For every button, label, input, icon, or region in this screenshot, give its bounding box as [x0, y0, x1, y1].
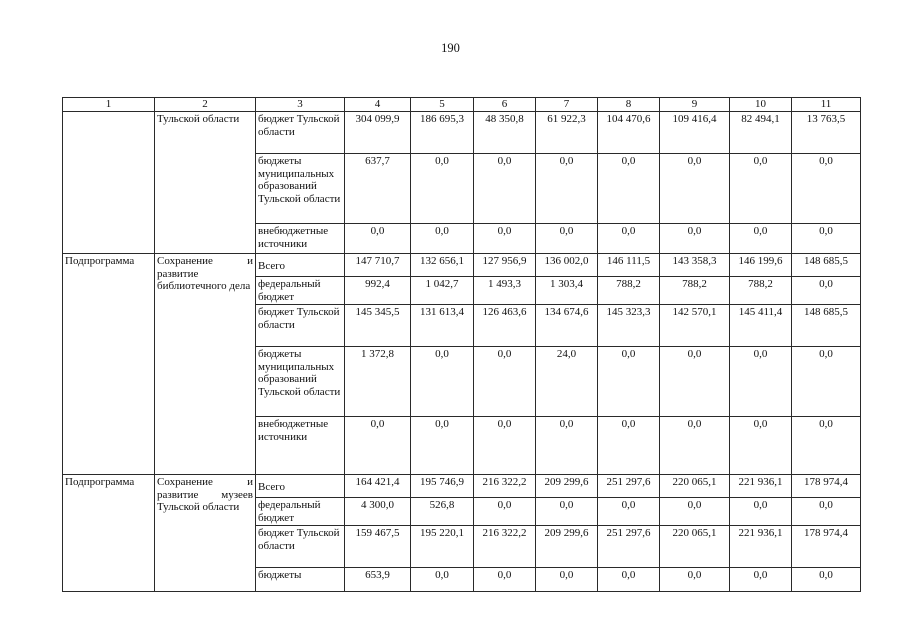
amount-cell: 126 463,6: [474, 305, 536, 347]
column-header: 10: [730, 98, 792, 112]
column-header: 9: [660, 98, 730, 112]
amount-cell: 0,0: [660, 347, 730, 417]
amount-cell: 0,0: [474, 154, 536, 224]
amount-cell: 132 656,1: [411, 254, 474, 277]
amount-cell: 1 372,8: [345, 347, 411, 417]
amount-cell: 0,0: [474, 224, 536, 254]
amount-cell: 0,0: [345, 224, 411, 254]
amount-cell: 0,0: [792, 347, 861, 417]
column-header: 5: [411, 98, 474, 112]
amount-cell: 788,2: [730, 277, 792, 305]
page-number: 190: [441, 41, 460, 55]
funding-source: бюджеты муниципальных образований Тульской области: [256, 347, 345, 417]
amount-cell: 0,0: [598, 568, 660, 592]
funding-source: бюджет Тульской области: [256, 526, 345, 568]
budget-table: [62, 97, 861, 592]
amount-cell: 0,0: [792, 498, 861, 526]
amount-cell: 0,0: [660, 224, 730, 254]
table-row: [63, 254, 861, 277]
amount-cell: 221 936,1: [730, 475, 792, 498]
amount-cell: 209 299,6: [536, 475, 598, 498]
amount-cell: 0,0: [536, 224, 598, 254]
amount-cell: 0,0: [411, 154, 474, 224]
amount-cell: 0,0: [660, 417, 730, 475]
amount-cell: 104 470,6: [598, 112, 660, 154]
header-row: [63, 98, 861, 112]
funding-source: внебюджетные источники: [256, 224, 345, 254]
amount-cell: 216 322,2: [474, 526, 536, 568]
amount-cell: 24,0: [536, 347, 598, 417]
amount-cell: 178 974,4: [792, 475, 861, 498]
amount-cell: 220 065,1: [660, 526, 730, 568]
program-kind: Подпрограмма: [63, 475, 155, 592]
program-kind: [63, 112, 155, 254]
amount-cell: 0,0: [536, 568, 598, 592]
amount-cell: 186 695,3: [411, 112, 474, 154]
amount-cell: 0,0: [474, 498, 536, 526]
funding-source: внебюджетные источники: [256, 417, 345, 475]
amount-cell: 1 042,7: [411, 277, 474, 305]
amount-cell: 0,0: [730, 568, 792, 592]
amount-cell: 0,0: [536, 417, 598, 475]
funding-source: федеральный бюджет: [256, 498, 345, 526]
amount-cell: 145 323,3: [598, 305, 660, 347]
amount-cell: 304 099,9: [345, 112, 411, 154]
amount-cell: 131 613,4: [411, 305, 474, 347]
amount-cell: 195 220,1: [411, 526, 474, 568]
amount-cell: 142 570,1: [660, 305, 730, 347]
amount-cell: 992,4: [345, 277, 411, 305]
amount-cell: 220 065,1: [660, 475, 730, 498]
amount-cell: 526,8: [411, 498, 474, 526]
amount-cell: 0,0: [536, 498, 598, 526]
amount-cell: 788,2: [598, 277, 660, 305]
amount-cell: 0,0: [598, 347, 660, 417]
amount-cell: 0,0: [792, 417, 861, 475]
amount-cell: 148 685,5: [792, 254, 861, 277]
amount-cell: 0,0: [730, 498, 792, 526]
amount-cell: 221 936,1: [730, 526, 792, 568]
column-header: 2: [155, 98, 256, 112]
program-name: Сохранение и развитие музеев Тульской области: [155, 475, 256, 592]
amount-cell: 146 199,6: [730, 254, 792, 277]
amount-cell: 251 297,6: [598, 526, 660, 568]
amount-cell: 164 421,4: [345, 475, 411, 498]
amount-cell: 0,0: [730, 417, 792, 475]
table-row: [63, 112, 861, 154]
amount-cell: 143 358,3: [660, 254, 730, 277]
amount-cell: 0,0: [730, 224, 792, 254]
amount-cell: 637,7: [345, 154, 411, 224]
funding-source: федеральный бюджет: [256, 277, 345, 305]
amount-cell: 0,0: [598, 224, 660, 254]
amount-cell: 146 111,5: [598, 254, 660, 277]
amount-cell: 0,0: [792, 568, 861, 592]
funding-source: бюджет Тульской области: [256, 112, 345, 154]
amount-cell: 147 710,7: [345, 254, 411, 277]
program-kind: Подпрограмма: [63, 254, 155, 475]
amount-cell: 109 416,4: [660, 112, 730, 154]
amount-cell: 0,0: [598, 154, 660, 224]
amount-cell: 0,0: [730, 154, 792, 224]
amount-cell: 0,0: [792, 154, 861, 224]
amount-cell: 0,0: [660, 154, 730, 224]
funding-source: бюджеты муниципальных образований Тульской области: [256, 154, 345, 224]
program-name: Тульской области: [155, 112, 256, 254]
amount-cell: 4 300,0: [345, 498, 411, 526]
amount-cell: 0,0: [792, 277, 861, 305]
column-header: 6: [474, 98, 536, 112]
table-row: [63, 475, 861, 498]
amount-cell: 0,0: [598, 417, 660, 475]
amount-cell: 0,0: [792, 224, 861, 254]
amount-cell: 0,0: [411, 224, 474, 254]
amount-cell: 0,0: [411, 568, 474, 592]
amount-cell: 0,0: [660, 498, 730, 526]
column-header: 7: [536, 98, 598, 112]
amount-cell: 136 002,0: [536, 254, 598, 277]
funding-source: Всего: [256, 475, 345, 498]
funding-source: Всего: [256, 254, 345, 277]
amount-cell: 0,0: [474, 568, 536, 592]
amount-cell: 159 467,5: [345, 526, 411, 568]
column-header: 1: [63, 98, 155, 112]
amount-cell: 209 299,6: [536, 526, 598, 568]
amount-cell: 1 303,4: [536, 277, 598, 305]
amount-cell: 0,0: [730, 347, 792, 417]
funding-source: бюджет Тульской области: [256, 305, 345, 347]
amount-cell: 0,0: [474, 417, 536, 475]
program-name: Сохранение и развитие библиотечного дела: [155, 254, 256, 475]
amount-cell: 0,0: [598, 498, 660, 526]
amount-cell: 134 674,6: [536, 305, 598, 347]
amount-cell: 13 763,5: [792, 112, 861, 154]
amount-cell: 216 322,2: [474, 475, 536, 498]
amount-cell: 0,0: [660, 568, 730, 592]
column-header: 11: [792, 98, 861, 112]
amount-cell: 0,0: [411, 417, 474, 475]
amount-cell: 653,9: [345, 568, 411, 592]
amount-cell: 1 493,3: [474, 277, 536, 305]
amount-cell: 0,0: [536, 154, 598, 224]
amount-cell: 148 685,5: [792, 305, 861, 347]
amount-cell: 82 494,1: [730, 112, 792, 154]
amount-cell: 788,2: [660, 277, 730, 305]
funding-source: бюджеты: [256, 568, 345, 592]
column-header: 8: [598, 98, 660, 112]
amount-cell: 145 345,5: [345, 305, 411, 347]
amount-cell: 127 956,9: [474, 254, 536, 277]
amount-cell: 0,0: [411, 347, 474, 417]
amount-cell: 195 746,9: [411, 475, 474, 498]
amount-cell: 0,0: [345, 417, 411, 475]
column-header: 4: [345, 98, 411, 112]
amount-cell: 251 297,6: [598, 475, 660, 498]
amount-cell: 61 922,3: [536, 112, 598, 154]
column-header: 3: [256, 98, 345, 112]
amount-cell: 178 974,4: [792, 526, 861, 568]
amount-cell: 48 350,8: [474, 112, 536, 154]
amount-cell: 145 411,4: [730, 305, 792, 347]
amount-cell: 0,0: [474, 347, 536, 417]
